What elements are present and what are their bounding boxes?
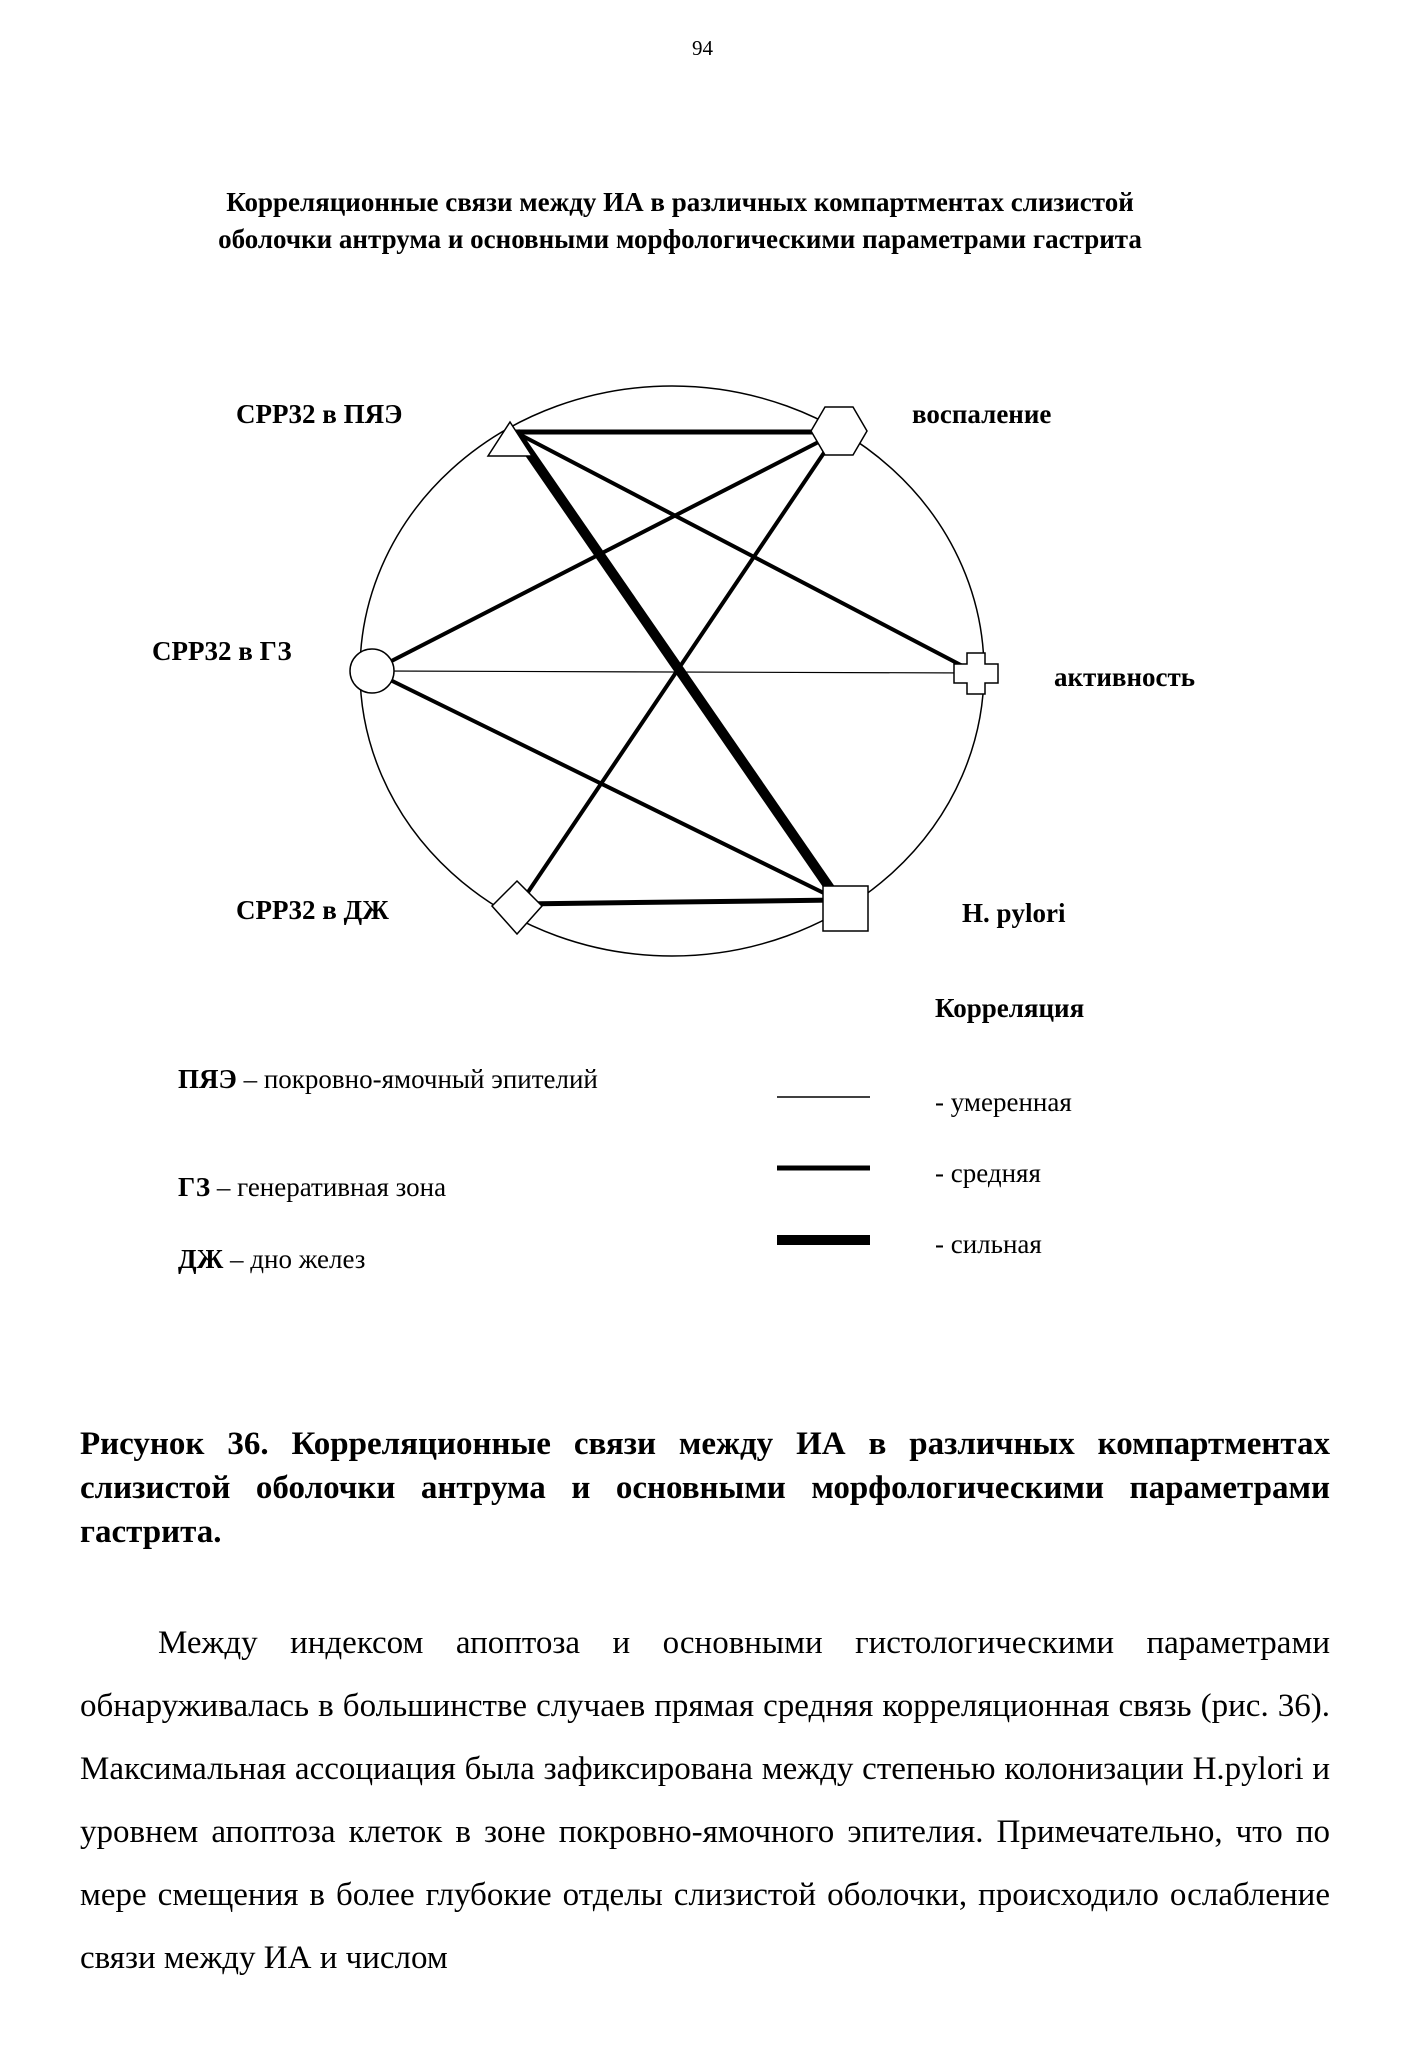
node-label-cpp32-gz: CPP32 в ГЗ — [152, 636, 292, 666]
link-cpp32-pye-activity — [515, 432, 976, 673]
figure-title: Корреляционные связи между ИА в различных компартментах слизистой оболочки антрума и основными морфологическими параметрами гастрита — [218, 187, 1142, 254]
node-label-activity: активность — [1054, 662, 1196, 692]
link-cpp32-dzh-hpylori — [520, 900, 838, 904]
square-icon — [823, 886, 868, 931]
node-label-cpp32-dzh: CPP32 в ДЖ — [236, 895, 389, 925]
abbreviation-term: ПЯЭ — [178, 1064, 237, 1094]
cross-icon — [954, 653, 998, 694]
abbreviation-definition: – дно желез — [223, 1244, 366, 1274]
legend-title: Корреляция — [935, 993, 1085, 1023]
link-cpp32-gz-inflammation — [372, 432, 838, 671]
link-cpp32-gz-hpylori — [372, 671, 838, 900]
abbreviation-gz — [178, 1169, 446, 1205]
abbreviation-definition: – генеративная зона — [210, 1172, 447, 1202]
body-paragraph: Между индексом апоптоза и основными гистологическими параметрами обнаруживалась в большинстве случаев прямая средняя корреляционная связь (рис. 36). Максимальная ассоциация была зафиксирована между степенью колонизации H.pylori и уровнем апоптоза клеток в зоне покровно-ямочного эпителия. Примечательно, что по мере смещения в более глубокие отделы слизистой оболочки, происходило ослабление связи между ИА и числом — [80, 1625, 1330, 1976]
page-number: 94 — [692, 36, 713, 60]
abbreviation-term: ДЖ — [178, 1244, 224, 1274]
node-label-inflammation: воспаление — [912, 399, 1052, 429]
abbreviation-pye — [178, 1061, 598, 1097]
node-label-cpp32-pye: CPP32 в ПЯЭ — [236, 399, 403, 429]
legend-label-moderate: - умеренная — [935, 1087, 1072, 1117]
abbreviation-dzh — [178, 1241, 365, 1277]
circle-icon — [350, 649, 394, 693]
abbreviation-definition: – покровно-ямочный эпителий — [236, 1064, 598, 1094]
legend-label-medium: - средняя — [935, 1158, 1041, 1188]
figure-caption: Рисунок 36. Корреляционные связи между ИА в различных компартментах слизистой оболочки антрума и основными морфологическими параметрами гастрита. — [80, 1426, 1330, 1550]
hexagon-icon — [811, 407, 867, 455]
legend-label-strong: - сильная — [935, 1229, 1042, 1259]
abbreviation-term: ГЗ — [178, 1172, 211, 1202]
node-label-h-pylori: H. pylori — [962, 898, 1066, 928]
